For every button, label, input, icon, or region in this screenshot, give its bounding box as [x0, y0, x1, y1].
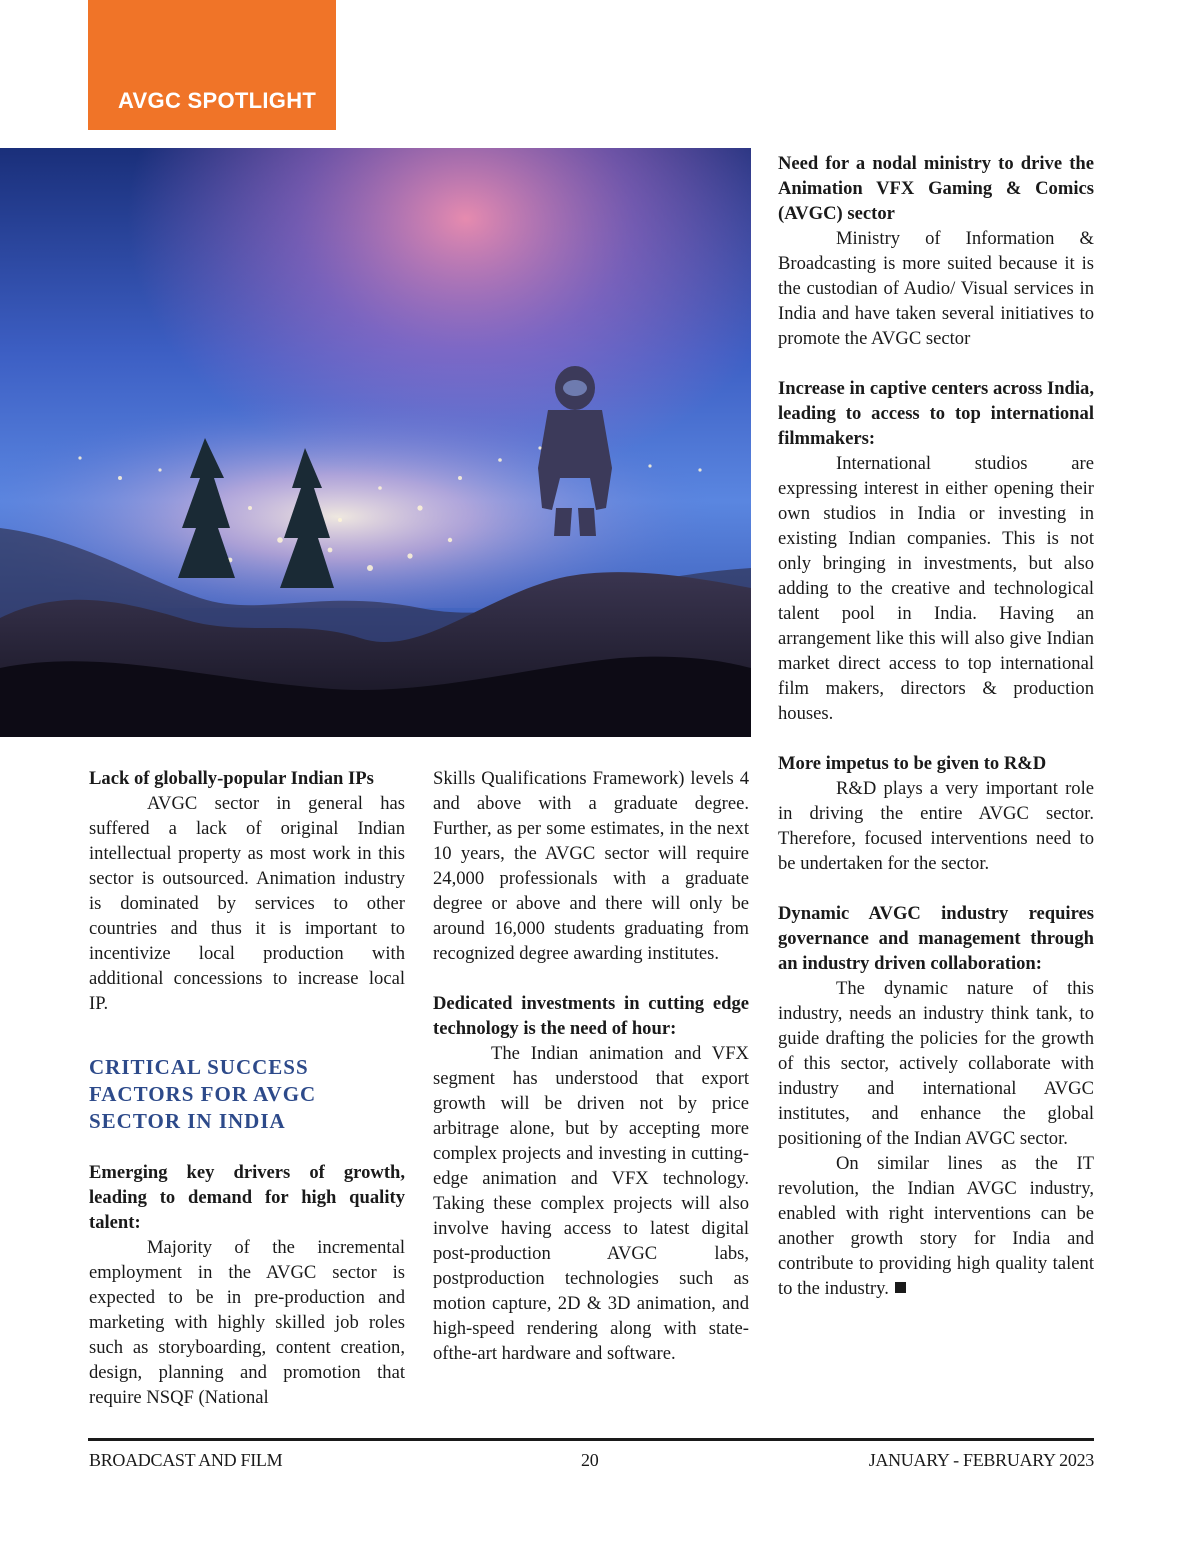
paragraph-it-revolution-text: On similar lines as the IT revolution, the Indian AVGC industry, enabled with right interventions can be another growth story for India and contribute to providing high quality talent to the industry.	[778, 1153, 1094, 1299]
heading-dedicated-investments: Dedicated investments in cutting edge technology is the need of hour:	[433, 993, 749, 1039]
heading-lack-of-ips: Lack of globally-popular Indian IPs	[89, 768, 374, 789]
paragraph-nodal-ministry: Ministry of Information & Broadcasting is more suited because it is the custodian of Audio/ Visual services in India and have taken several initiatives to promote the AVGC sector	[778, 228, 1094, 349]
heading-nodal-ministry: Need for a nodal ministry to drive the Animation VFX Gaming & Comics (AVGC) sector	[778, 153, 1094, 224]
heading-dynamic-industry: Dynamic AVGC industry requires governance and management through an industry driven collaboration:	[778, 903, 1094, 974]
section-heading-critical-success-factors: CRITICAL SUCCESS FACTORS FOR AVGC SECTOR IN INDIA	[89, 1055, 317, 1133]
end-of-article-mark	[895, 1282, 906, 1293]
section-tag	[88, 0, 336, 130]
paragraph-captive-centers: International studios are expressing interest in either opening their own studios in India or investing in existing Indian companies. This is not only bringing in investments, but also adding to the creative and technological talent pool in India. Having an arrangement like this will also give Indian market direct access to top international film makers, directors & production houses.	[778, 453, 1094, 724]
paragraph-dedicated-investments: The Indian animation and VFX segment has understood that export growth will be driven not by price arbitrage alone, but by accepting more complex projects and investing in cutting-edge animation and VFX technology. Taking these complex projects will also involve having access to latest digital post-production AVGC labs, postproduction technologies such as motion capture, 2D & 3D animation, and high-speed rendering along with state-ofthe-art hardware and software.	[433, 1043, 749, 1364]
column-3	[778, 151, 1094, 1301]
paragraph-lack-of-ips: AVGC sector in general has suffered a lack of original Indian intellectual property as most work in this sector is outsourced. Animation industry is dominated by services to other countries and thus it is important to incentivize local production with additional concessions to increase local IP.	[89, 793, 405, 1014]
footer-publication: BROADCAST AND FILM	[89, 1450, 283, 1470]
hero-photo-astronaut-over-city	[0, 148, 751, 737]
footer-issue: JANUARY - FEBRUARY 2023	[868, 1450, 1094, 1470]
heading-key-drivers: Emerging key drivers of growth, leading to demand for high quality talent:	[89, 1162, 405, 1233]
paragraph-key-drivers: Majority of the incremental employment in the AVGC sector is expected to be in pre-production and marketing with highly skilled job roles such as storyboarding, content creation, design, planning and promotion that require NSQF (National	[89, 1237, 405, 1408]
footer-rule	[88, 1438, 1094, 1441]
heading-research-development: More impetus to be given to R&D	[778, 753, 1047, 774]
column-2	[433, 766, 749, 1366]
paragraph-it-revolution	[778, 1151, 1094, 1301]
column-1	[89, 766, 405, 1410]
footer-page-number: 20	[581, 1450, 599, 1470]
paragraph-dynamic-industry: The dynamic nature of this industry, needs an industry think tank, to guide drafting the policies for the growth of this sector, actively collaborate with industry and international AVGC institutes, and enhance the global positioning of the Indian AVGC sector.	[778, 978, 1094, 1149]
heading-captive-centers: Increase in captive centers across India, leading to access to top international filmmakers:	[778, 378, 1094, 449]
paragraph-research-development: R&D plays a very important role in driving the entire AVGC sector. Therefore, focused interventions need to be undertaken for the sector.	[778, 778, 1094, 874]
paragraph-key-drivers-continued: Skills Qualifications Framework) levels 4 and above with a graduate degree. Further, as per some estimates, in the next 10 years, the AVGC sector will require 24,000 professionals with a graduate degree or above and there will only be around 16,000 students graduating from recognized degree awarding institutes.	[433, 768, 749, 964]
section-tag-label: AVGC SPOTLIGHT	[118, 88, 317, 113]
